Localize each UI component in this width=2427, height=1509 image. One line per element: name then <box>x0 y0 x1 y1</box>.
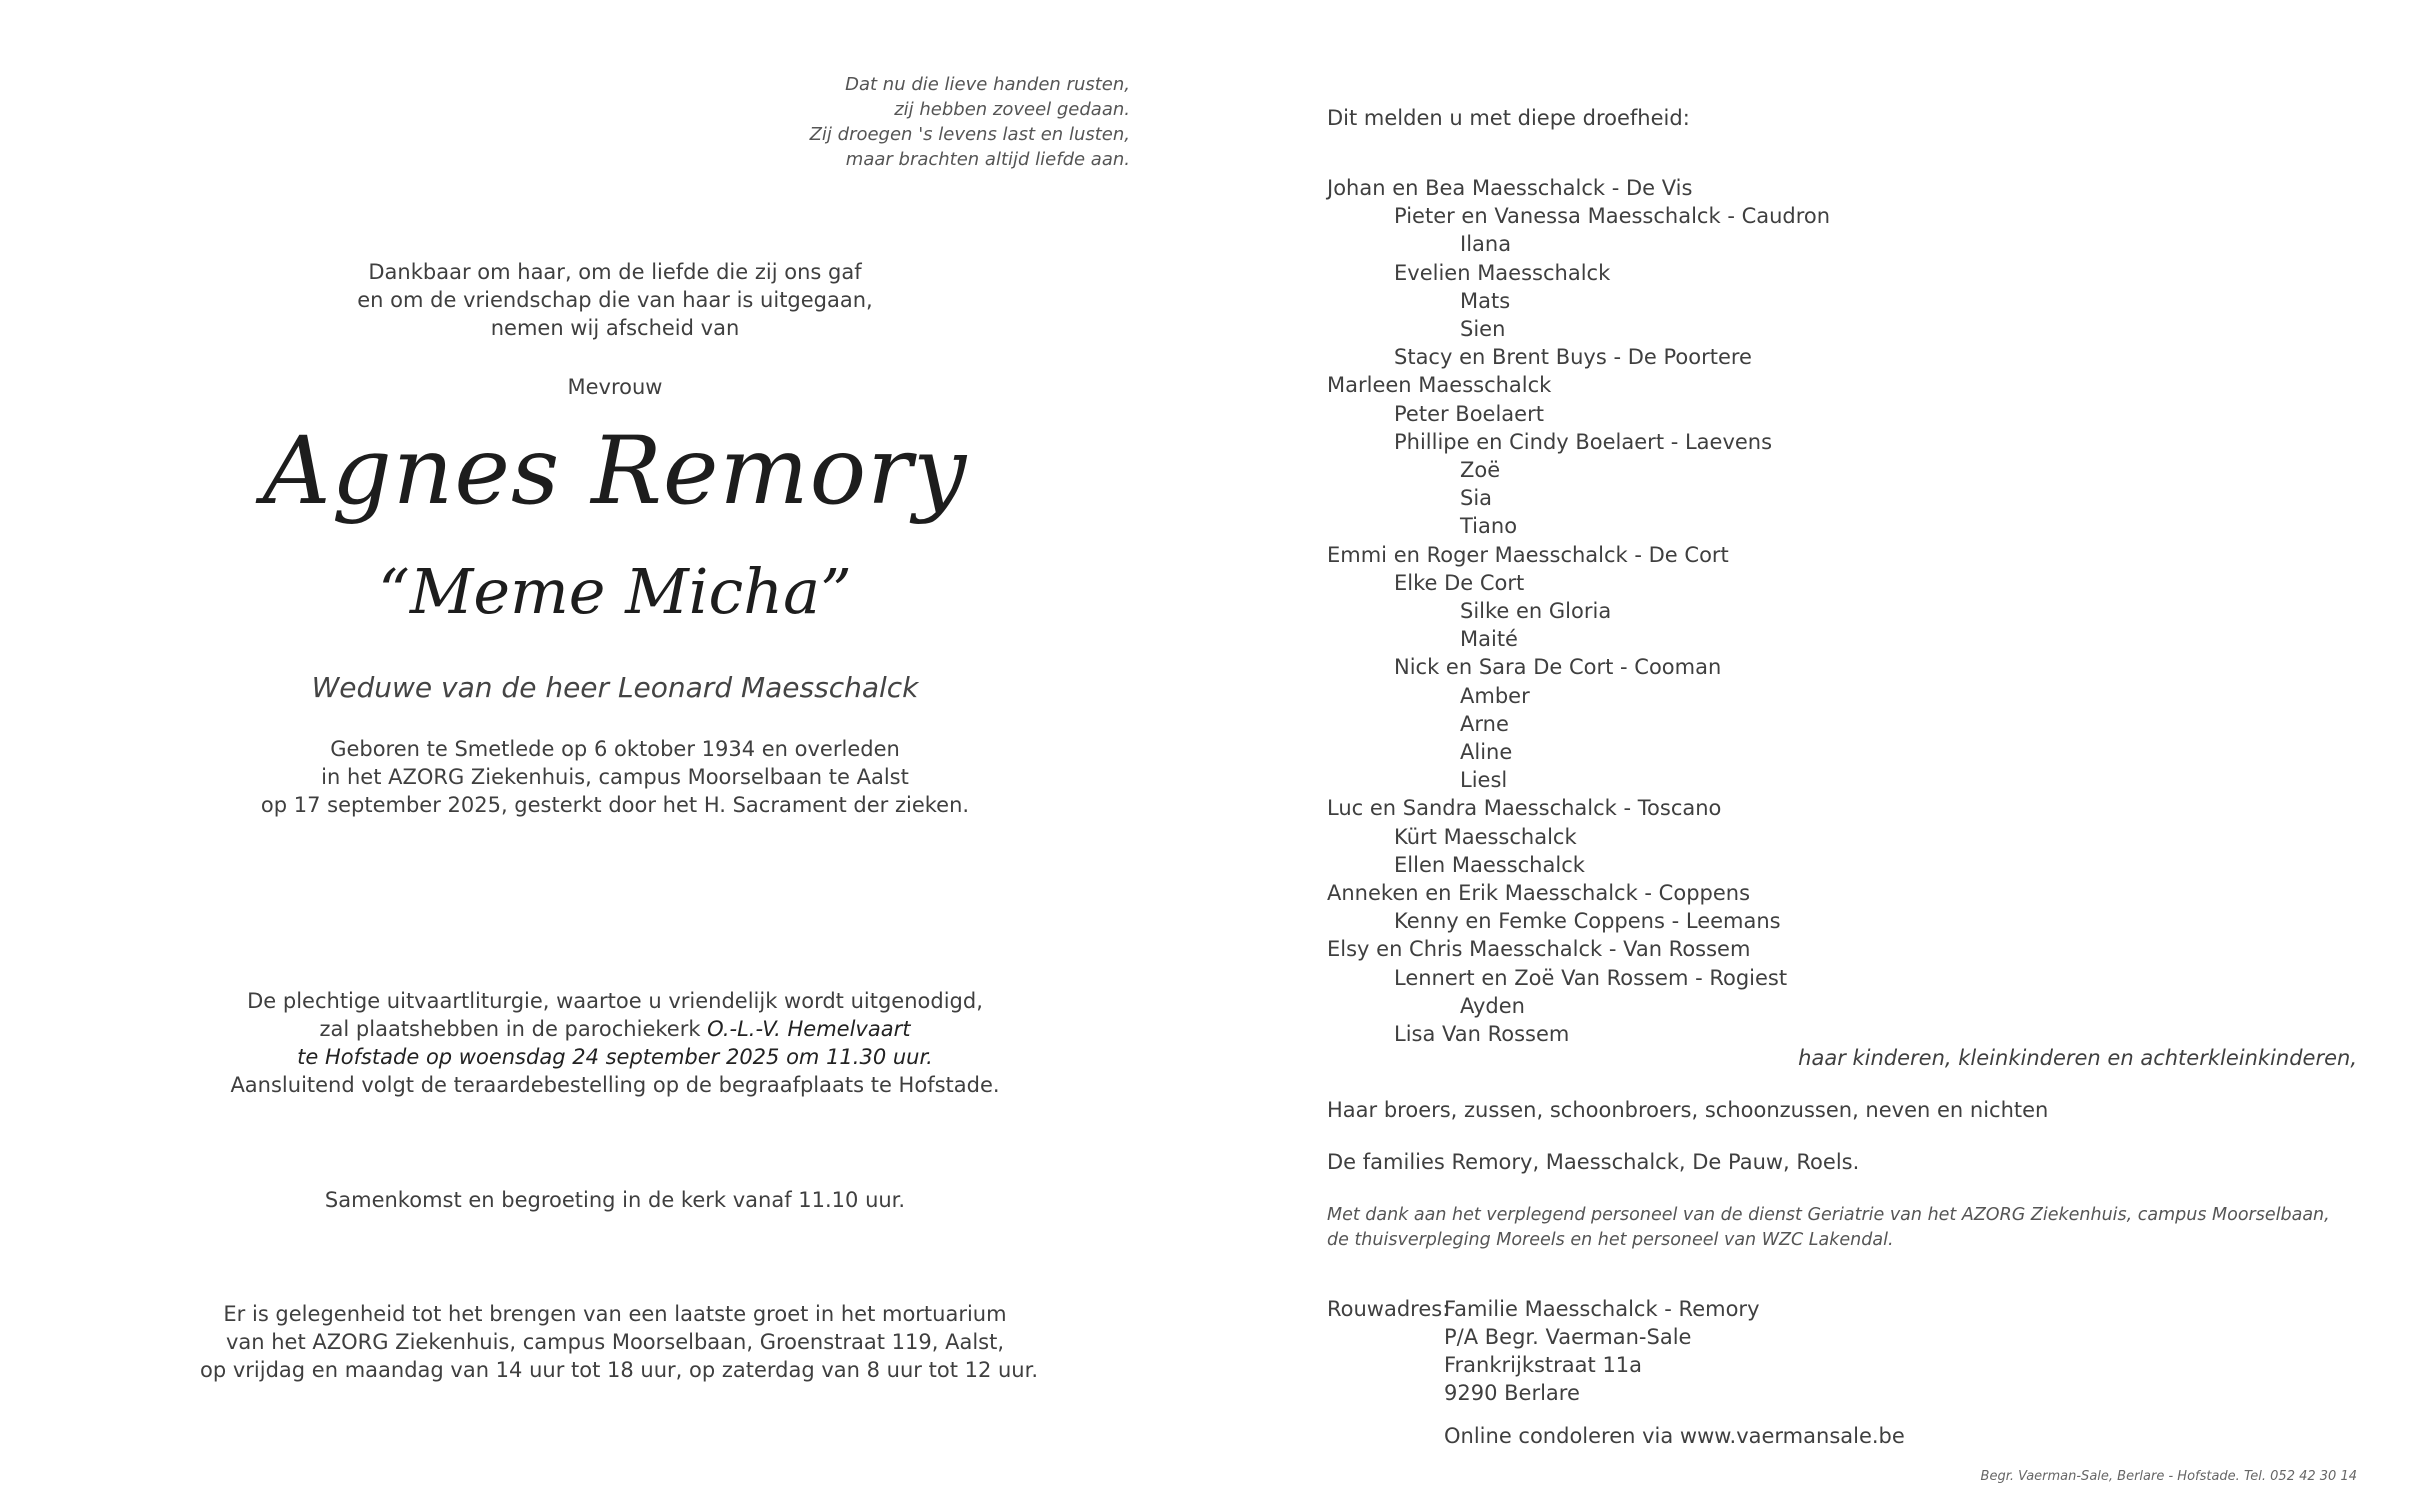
family-member: Amber <box>1460 683 1530 708</box>
address-line: P/A Begr. Vaerman-Sale <box>1444 1325 1692 1349</box>
family-member: Silke en Gloria <box>1460 599 1612 624</box>
poem-line: maar brachten altijd liefde aan. <box>845 149 1130 170</box>
intro-line: nemen wij afscheid van <box>490 316 740 340</box>
family-member: Tiano <box>1460 514 1518 539</box>
family-member: Mats <box>1460 288 1511 313</box>
mourning-address <box>1327 1295 1760 1407</box>
poem-line: Dat nu die lieve handen rusten, <box>845 74 1130 95</box>
online-condolence-link[interactable]: Online condoleren via www.vaermansale.be <box>1444 1424 1905 1448</box>
liturgy-line: De plechtige uitvaartliturgie, waartoe u vriendelijk wordt uitgenodigd, <box>247 989 983 1013</box>
funeral-liturgy <box>200 987 1030 1099</box>
address-label: Rouwadres: <box>1327 1297 1450 1321</box>
family-member: Marleen Maesschalck <box>1327 373 1552 398</box>
family-member: Elsy en Chris Maesschalck - Van Rossem <box>1327 937 1751 962</box>
meeting-info: Samenkomst en begroeting in de kerk vanaf 11.10 uur. <box>324 1188 906 1212</box>
mortuary-line: Er is gelegenheid tot het brengen van een laatste groet in het mortuarium <box>223 1302 1007 1326</box>
families-line: De families Remory, Maesschalck, De Pauw, Roels. <box>1327 1150 1860 1174</box>
intro-text <box>200 258 1030 342</box>
liturgy-line: Aansluitend volgt de teraardebestelling op de begraafplaats te Hofstade. <box>230 1073 1000 1097</box>
family-member: Arne <box>1460 711 1509 736</box>
birth-line: Geboren te Smetlede op 6 oktober 1934 en overleden <box>330 737 900 761</box>
intro-line: en om de vriendschap die van haar is uitgegaan, <box>357 288 873 312</box>
liturgy-line <box>200 1043 1030 1071</box>
mortuary-info <box>200 1300 1039 1384</box>
family-member: Anneken en Erik Maesschalck - Coppens <box>1327 881 1751 906</box>
family-member: Ilana <box>1460 232 1512 257</box>
family-member: Lisa Van Rossem <box>1394 1022 1570 1047</box>
family-member: Kürt Maesschalck <box>1394 824 1577 849</box>
family-member: Sia <box>1460 486 1493 511</box>
family-member: Johan en Bea Maesschalck - De Vis <box>1327 176 1693 200</box>
address-line: 9290 Berlare <box>1444 1381 1580 1405</box>
birth-line: op 17 september 2025, gesterkt door het H. Sacrament der zieken. <box>260 793 970 817</box>
family-member: Zoë <box>1460 458 1501 483</box>
address-line <box>1327 1295 1760 1323</box>
birth-line: in het AZORG Ziekenhuis, campus Moorselbaan te Aalst <box>321 765 909 789</box>
thanks-line: de thuisverpleging Moreels en het personeel van WZC Lakendal. <box>1327 1230 1894 1250</box>
family-member: Pieter en Vanessa Maesschalck - Caudron <box>1394 204 1831 229</box>
poem-line: zij hebben zoveel gedaan. <box>894 99 1130 120</box>
announcement: Dit melden u met diepe droefheid: <box>1327 106 1690 130</box>
family-member: Nick en Sara De Cort - Cooman <box>1394 655 1722 680</box>
family-member: Kenny en Femke Coppens - Leemans <box>1394 909 1781 934</box>
thanks-line: Met dank aan het verplegend personeel van de dienst Geriatrie van het AZORG Ziekenhuis, campus Moorselbaan, <box>1327 1205 2330 1225</box>
poem <box>700 72 1130 172</box>
thanks-note <box>1327 1203 2330 1253</box>
family-signature: haar kinderen, kleinkinderen en achterkleinkinderen, <box>1798 1046 2357 1070</box>
family-member: Lennert en Zoë Van Rossem - Rogiest <box>1394 965 1788 990</box>
address-name: Familie Maesschalck - Remory <box>1444 1297 1760 1321</box>
family-member: Phillipe en Cindy Boelaert - Laevens <box>1394 429 1773 454</box>
family-member: Elke De Cort <box>1394 570 1525 595</box>
family-member: Liesl <box>1460 768 1508 793</box>
liturgy-prefix: zal plaatshebben in de parochiekerk <box>319 1017 708 1041</box>
honorific: Mevrouw <box>567 375 663 399</box>
family-member: Ayden <box>1460 993 1525 1018</box>
intro-line: Dankbaar om haar, om de liefde die zij ons gaf <box>368 260 862 284</box>
mortuary-line: op vrijdag en maandag van 14 uur tot 18 uur, op zaterdag van 8 uur tot 12 uur. <box>200 1358 1039 1382</box>
family-member: Luc en Sandra Maesschalck - Toscano <box>1327 796 1722 821</box>
liturgy-date: te Hofstade op woensdag 24 september 2025 om 11.30 uur. <box>297 1045 933 1069</box>
family-member: Maité <box>1460 627 1518 652</box>
family-member: Aline <box>1460 740 1513 765</box>
family-member: Ellen Maesschalck <box>1394 852 1585 877</box>
address-line: Frankrijkstraat 11a <box>1444 1353 1643 1377</box>
widow-line: Weduwe van de heer Leonard Maesschalck <box>311 671 919 704</box>
poem-line: Zij droegen 's levens last en lusten, <box>809 124 1130 145</box>
liturgy-line <box>200 1015 1030 1043</box>
siblings-line: Haar broers, zussen, schoonbroers, schoonzussen, neven en nichten <box>1327 1098 2049 1122</box>
family-member: Emmi en Roger Maesschalck - De Cort <box>1327 542 1729 567</box>
family-member: Evelien Maesschalck <box>1394 260 1611 285</box>
family-member: Stacy en Brent Buys - De Poortere <box>1394 345 1752 370</box>
mortuary-line: van het AZORG Ziekenhuis, campus Moorselbaan, Groenstraat 119, Aalst, <box>225 1330 1005 1354</box>
family-member: Sien <box>1460 317 1506 342</box>
deceased-name: Agnes Remory <box>262 417 968 526</box>
family-list <box>1327 174 1830 1048</box>
deceased-nickname: “Meme Micha” <box>378 555 852 628</box>
birth-death-info <box>200 735 1030 819</box>
funeral-home-footer: Begr. Vaerman-Sale, Berlare - Hofstade. Tel. 052 42 30 14 <box>1980 1469 2357 1484</box>
church-name: O.-L.-V. Hemelvaart <box>707 1017 911 1041</box>
family-member: Peter Boelaert <box>1394 401 1544 426</box>
